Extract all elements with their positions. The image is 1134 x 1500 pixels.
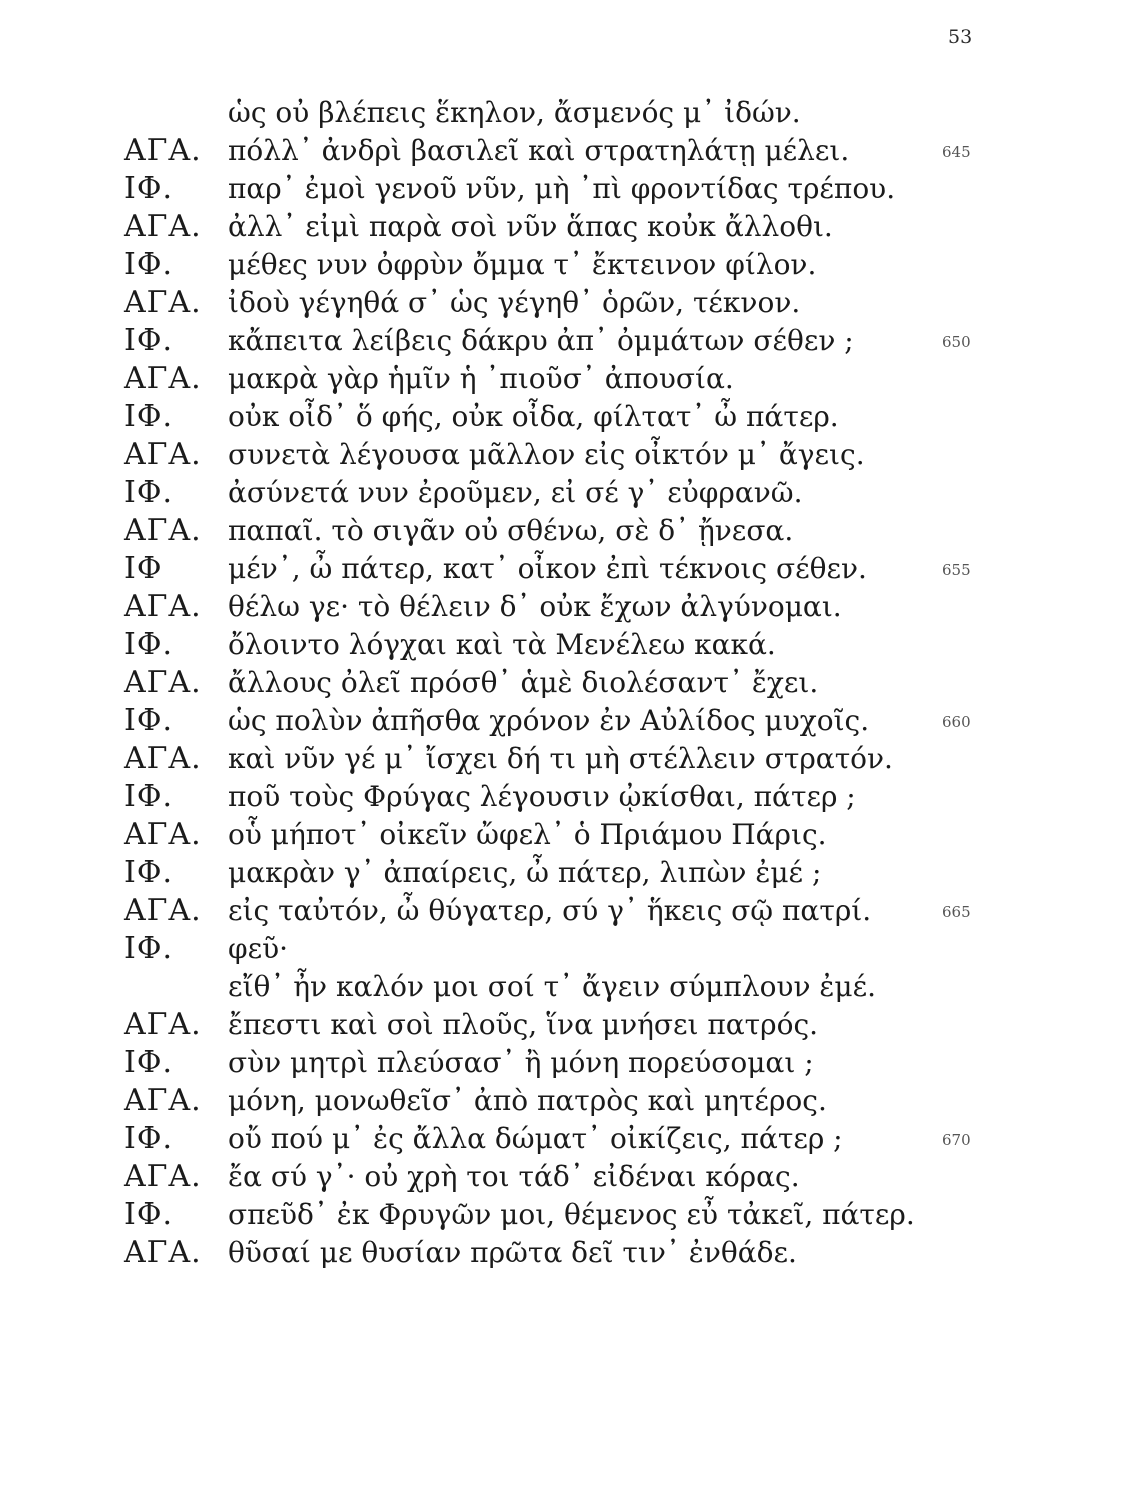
- speaker-label: ΑΓΑ.: [124, 589, 202, 624]
- verse-line: [0, 474, 1134, 512]
- speaker-label: ΙΦ.: [124, 247, 173, 282]
- speaker-label: ΑΓΑ.: [124, 1235, 202, 1270]
- speaker-label: ΙΦ.: [124, 627, 173, 662]
- verse-text: μέθες νυν ὀφρὺν ὄμμα τ᾽ ἔκτεινον φίλον.: [228, 248, 817, 281]
- verse-line: [0, 1120, 1134, 1158]
- verse-line: [0, 664, 1134, 702]
- verse-line: [0, 94, 1134, 132]
- verse-line: [0, 132, 1134, 170]
- verse-text: παρ᾽ ἐμοὶ γενοῦ νῦν, μὴ ᾽πὶ φροντίδας τρέπου.: [228, 172, 896, 205]
- verse-line: [0, 208, 1134, 246]
- verse-text: μόνη, μονωθεῖσ᾽ ἀπὸ πατρὸς καὶ μητέρος.: [228, 1084, 827, 1117]
- verse-text: οὗ μήποτ᾽ οἰκεῖν ὤφελ᾽ ὁ Πριάμου Πάρις.: [228, 818, 827, 851]
- verse-line: [0, 816, 1134, 854]
- verse-text: φεῦ·: [228, 932, 289, 965]
- speaker-label: ΙΦ.: [124, 399, 173, 434]
- speaker-label: ΑΓΑ.: [124, 285, 202, 320]
- verse-text: ὄλοιντο λόγχαι καὶ τὰ Μενέλεω κακά.: [228, 628, 776, 661]
- speaker-label: ΙΦ: [124, 551, 163, 586]
- verse-line: [0, 436, 1134, 474]
- verse-text: θέλω γε· τὸ θέλειν δ᾽ οὐκ ἔχων ἀλγύνομαι.: [228, 590, 842, 623]
- speaker-label: ΑΓΑ.: [124, 1159, 202, 1194]
- verse-text: οὐκ οἶδ᾽ ὅ φής, οὐκ οἶδα, φίλτατ᾽ ὦ πάτερ.: [228, 400, 839, 433]
- verse-text: οὔ πού μ᾽ ἐς ἄλλα δώματ᾽ οἰκίζεις, πάτερ ;: [228, 1122, 843, 1155]
- speaker-label: ΑΓΑ.: [124, 893, 202, 928]
- verse-text: ἔπεστι καὶ σοὶ πλοῦς, ἵνα μνήσει πατρός.: [228, 1008, 819, 1041]
- verse-line: [0, 246, 1134, 284]
- verse-line: [0, 360, 1134, 398]
- line-number: 670: [942, 1131, 971, 1149]
- verse-text: ὡς πολὺν ἀπῆσθα χρόνον ἐν Αὐλίδος μυχοῖς.: [228, 704, 870, 737]
- verse-line: [0, 778, 1134, 816]
- verse-line: [0, 1082, 1134, 1120]
- verse-text: μακρὰν γ᾽ ἀπαίρεις, ὦ πάτερ, λιπὼν ἐμέ ;: [228, 856, 822, 889]
- verse-line: [0, 170, 1134, 208]
- verse-text: ὡς οὐ βλέπεις ἕκηλον, ἄσμενός μ᾽ ἰδών.: [228, 96, 801, 129]
- speaker-label: ΑΓΑ.: [124, 133, 202, 168]
- verse-text: ποῦ τοὺς Φρύγας λέγουσιν ᾠκίσθαι, πάτερ ;: [228, 780, 856, 813]
- page-number: 53: [948, 26, 973, 48]
- verse-line: [0, 588, 1134, 626]
- verse-text: συνετὰ λέγουσα μᾶλλον εἰς οἶκτόν μ᾽ ἄγεις.: [228, 438, 865, 471]
- verse-text: ἔα σύ γ᾽· οὐ χρὴ τοι τάδ᾽ εἰδέναι κόρας.: [228, 1160, 800, 1193]
- verse-text: πόλλ᾽ ἀνδρὶ βασιλεῖ καὶ στρατηλάτῃ μέλει.: [228, 134, 850, 167]
- speaker-label: ΙΦ.: [124, 1121, 173, 1156]
- speaker-label: ΙΦ.: [124, 779, 173, 814]
- verse-text: ἀσύνετά νυν ἐροῦμεν, εἰ σέ γ᾽ εὐφρανῶ.: [228, 476, 803, 509]
- verse-text: ἰδοὺ γέγηθά σ᾽ ὡς γέγηθ᾽ ὁρῶν, τέκνον.: [228, 286, 801, 319]
- verse-line: [0, 930, 1134, 968]
- line-number: 655: [942, 561, 971, 579]
- verse-line: [0, 1158, 1134, 1196]
- speaker-label: ΑΓΑ.: [124, 1083, 202, 1118]
- speaker-label: ΙΦ.: [124, 855, 173, 890]
- verse-line: [0, 322, 1134, 360]
- speaker-label: ΑΓΑ.: [124, 437, 202, 472]
- speaker-label: ΑΓΑ.: [124, 209, 202, 244]
- verse-line: [0, 740, 1134, 778]
- speaker-label: ΙΦ.: [124, 703, 173, 738]
- speaker-label: ΙΦ.: [124, 323, 173, 358]
- speaker-label: ΙΦ.: [124, 475, 173, 510]
- verse-text: σὺν μητρὶ πλεύσασ᾽ ἢ μόνη πορεύσομαι ;: [228, 1046, 814, 1079]
- verse-line: [0, 626, 1134, 664]
- verse-text: μακρὰ γὰρ ἡμῖν ἡ ᾽πιοῦσ᾽ ἀπουσία.: [228, 362, 734, 395]
- speaker-label: ΑΓΑ.: [124, 665, 202, 700]
- speaker-label: ΙΦ.: [124, 931, 173, 966]
- verse-line: [0, 1196, 1134, 1234]
- verse-text: ἀλλ᾽ εἰμὶ παρὰ σοὶ νῦν ἅπας κοὐκ ἄλλοθι.: [228, 210, 833, 243]
- line-number: 665: [942, 903, 971, 921]
- verse-text: σπεῦδ᾽ ἐκ Φρυγῶν μοι, θέμενος εὖ τἀκεῖ, πάτερ.: [228, 1198, 915, 1231]
- speaker-label: ΑΓΑ.: [124, 361, 202, 396]
- verse-line: [0, 968, 1134, 1006]
- verse-line: [0, 702, 1134, 740]
- line-number: 645: [942, 143, 971, 161]
- verse-text: καὶ νῦν γέ μ᾽ ἴσχει δή τι μὴ στέλλειν στρατόν.: [228, 742, 893, 775]
- speaker-label: ΙΦ.: [124, 1197, 173, 1232]
- verse-text: μέν᾽, ὦ πάτερ, κατ᾽ οἶκον ἐπὶ τέκνοις σέθεν.: [228, 552, 867, 585]
- verse-line: [0, 1234, 1134, 1272]
- verse-line: [0, 892, 1134, 930]
- verse-line: [0, 1006, 1134, 1044]
- speaker-label: ΙΦ.: [124, 1045, 173, 1080]
- verse-text: θῦσαί με θυσίαν πρῶτα δεῖ τιν᾽ ἐνθάδε.: [228, 1236, 797, 1269]
- verse-line: [0, 550, 1134, 588]
- speaker-label: ΙΦ.: [124, 171, 173, 206]
- verse-text: εἰς ταὐτόν, ὦ θύγατερ, σύ γ᾽ ἥκεις σῷ πατρί.: [228, 894, 872, 927]
- verse-line: [0, 284, 1134, 322]
- line-number: 650: [942, 333, 971, 351]
- speaker-label: ΑΓΑ.: [124, 817, 202, 852]
- verse-text: παπαῖ. τὸ σιγᾶν οὐ σθένω, σὲ δ᾽ ᾔνεσα.: [228, 514, 794, 547]
- line-number: 660: [942, 713, 971, 731]
- speaker-label: ΑΓΑ.: [124, 741, 202, 776]
- verse-line: [0, 398, 1134, 436]
- verse-text: κἄπειτα λείβεις δάκρυ ἀπ᾽ ὀμμάτων σέθεν ;: [228, 324, 854, 357]
- speaker-label: ΑΓΑ.: [124, 513, 202, 548]
- speaker-label: ΑΓΑ.: [124, 1007, 202, 1042]
- verse-line: [0, 854, 1134, 892]
- verse-text: ἄλλους ὀλεῖ πρόσθ᾽ ἁμὲ διολέσαντ᾽ ἔχει.: [228, 666, 819, 699]
- verse-line: [0, 1044, 1134, 1082]
- verse-text: εἴθ᾽ ἦν καλόν μοι σοί τ᾽ ἄγειν σύμπλουν ἐμέ.: [228, 970, 877, 1003]
- verse-line: [0, 512, 1134, 550]
- verse-lines: [0, 94, 1134, 1272]
